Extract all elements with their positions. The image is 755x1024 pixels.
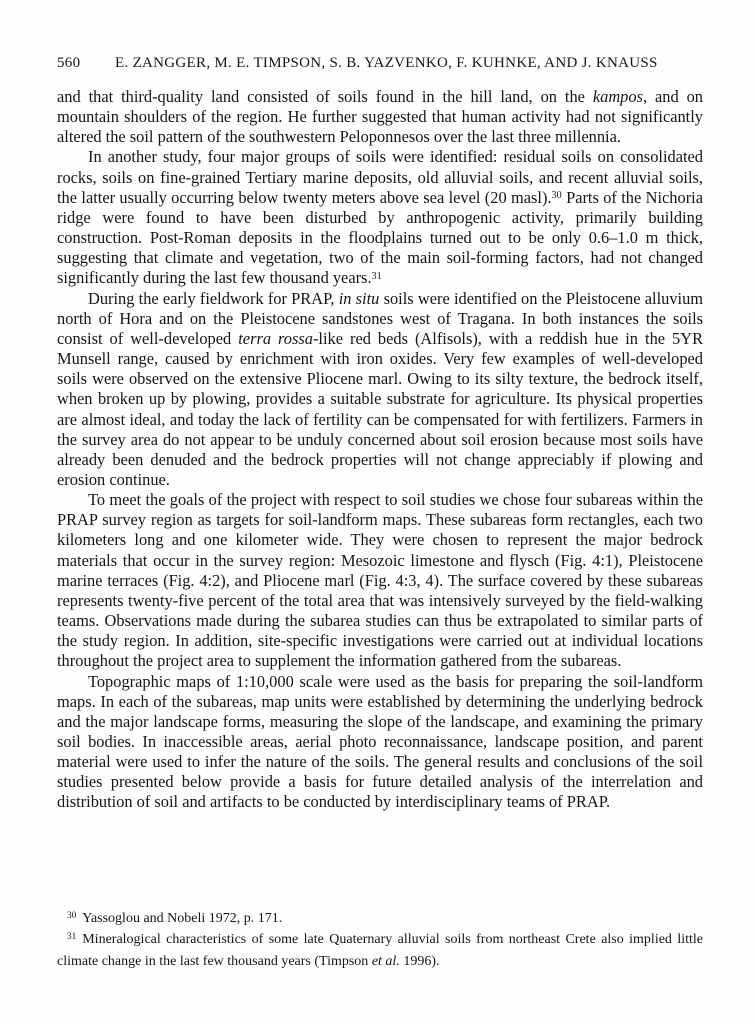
- text-run: During the early fieldwork for PRAP,: [88, 288, 339, 308]
- italic-text-run: terra rossa: [238, 328, 313, 348]
- text-run: and that third-quality land consisted of soils found in the hill land, on the: [57, 87, 593, 106]
- footnote-marker: 31: [67, 931, 77, 942]
- footnote-reference: 30: [551, 190, 562, 202]
- paragraph: [57, 147, 703, 288]
- text-run: -like red beds (Alfisols), with a reddish hue in the 5YR Munsell range, caused by enrichment with iron oxides. Very few examples of well-developed soils were observed on the extensive Pliocene marl. Owing to its silty texture, the bedrock itself, when broken up by plowing, provides a suitable substrate for agriculture. Its physical properties are almost ideal, and today the lack of fertility can be compensated for with fertilizers. Farmers in the survey area do not appear to be unduly concerned about soil erosion because most soils have already been denuded and the bedrock properties will not change appreciably if plowing and erosion continue.: [57, 328, 704, 489]
- footnote: [57, 908, 703, 929]
- text-run: , and on mountain shoulders of the region. He further suggested that human activity had not significantly altered the soil pattern of the southwestern Peloponnesos over the last three millennia.: [57, 87, 703, 147]
- footnote: [57, 929, 703, 972]
- article-body: [57, 87, 703, 813]
- page-number: 560: [57, 55, 81, 71]
- text-run: Mineralogical characteristics of some late Quaternary alluvial soils from northeast Crete also implied little climate change in the last few thousand years (Timpson: [57, 932, 703, 969]
- footnote-marker: 30: [67, 909, 77, 920]
- running-title: E. ZANGGER, M. E. TIMPSON, S. B. YAZVENKO, F. KUHNKE, AND J. KNAUSS: [115, 55, 658, 71]
- paragraph: [57, 672, 703, 813]
- page-header: [57, 55, 703, 72]
- paragraph: [57, 490, 703, 671]
- text-run: Topographic maps of 1:10,000 scale were used as the basis for preparing the soil-landform maps. In each of the subareas, map units were established by determining the underlying bedrock and the major landscape forms, measuring the slope of the landscape, and examining the primary soil bodies. In inaccessible areas, aerial photo reconnaissance, landscape position, and parent material were used to infer the nature of the soils. The general results and conclusions of the soil studies presented below provide a basis for future detailed analysis of the interrelation and distribution of soil and artifacts to be conducted by interdisciplinary teams of PRAP.: [57, 671, 703, 812]
- paragraph: [57, 289, 703, 491]
- text-run: 1996).: [399, 953, 440, 969]
- text-run: In another study, four major groups of soils were identified: residual soils on consolidated rocks, soils on fine-grained Tertiary marine deposits, old alluvial soils, and recent alluvial soils, the latter usually occurring below twenty meters above sea level (20 masl).: [57, 147, 703, 207]
- text-run: To meet the goals of the project with respect to soil studies we chose four subareas within the PRAP survey region as targets for soil-landform maps. These subareas form rectangles, each two kilometers long and one kilometer wide. They were chosen to represent the major bedrock materials that occur in the survey region: Mesozoic limestone and flysch (Fig. 4:1), Pleistocene marine terraces (Fig. 4:2), and Pliocene marl (Fig. 4:3, 4). The surface covered by these subareas represents twenty-five percent of the total area that was intensively surveyed by the field-walking teams. Observations made during the subarea studies can thus be extrapolated to similar parts of the study region. In addition, site-specific investigations were carried out at individual locations throughout the project area to supplement the information gathered from the subareas.: [57, 490, 703, 671]
- footnotes-section: [57, 908, 703, 972]
- text-run: Yassoglou and Nobeli 1972, p. 171.: [82, 911, 283, 926]
- italic-text-run: kampos: [592, 87, 643, 106]
- paragraph: [57, 87, 703, 147]
- text-run: Parts of the Nichoria ridge were found to have been disturbed by anthropogenic activity, primarily building construction. Post-Roman deposits in the floodplains turned out to be only 0.6–1.0 m thick, suggesting that climate and vegetation, two of the main soil-forming factors, had not changed significantly during the last few thousand years.: [57, 187, 703, 288]
- italic-text-run: et al.: [371, 953, 400, 969]
- text-run: soils were identified on the Pleistocene alluvium north of Hora and on the Pleistocene sandstones west of Tragana. In both instances the soils consist of well-developed: [57, 288, 704, 348]
- footnote-reference: 31: [371, 270, 382, 282]
- italic-text-run: in situ: [338, 288, 380, 308]
